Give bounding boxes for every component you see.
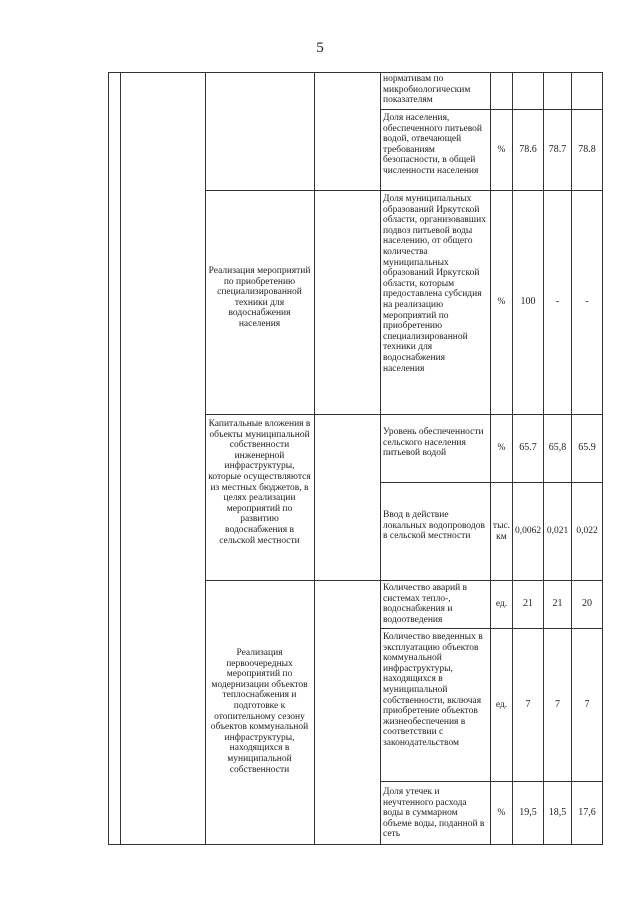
value-cell: 18,5 [548,806,567,818]
value-cell: - [585,296,589,308]
indicator-cell: Количество введенных в эксплуатацию объектов коммунальной инфраструктуры, находящихся в муниципальной собственности, включая приобретение объектов жизнеобеспечения в соответствии с законодательством [383,632,483,748]
task-cell: Реализация первоочередных мероприятий по модернизации объектов теплоснабжения и подготовке к отопительному сезону объектов коммунальной инфраструктуры, находящихся в муниципальной собственности [210,648,309,775]
unit-cell: % [497,144,506,155]
unit-cell: % [497,443,506,454]
value-cell: 65,8 [548,442,567,454]
value-cell: 20 [582,598,592,610]
indicator-cell: Ввод в действие локальных водопроводов в сельской местности [383,510,485,542]
page-number: 5 [316,40,324,56]
table-border-right [602,72,603,844]
task-cell: Реализация мероприятий по приобретению специализированной техники для водоснабжения населения [208,266,311,329]
value-cell: 17,6 [578,806,596,818]
value-cell: 78.7 [548,143,567,155]
table-border-bottom [108,844,603,845]
unit-cell: % [497,297,506,308]
value-cell: 0,022 [576,526,598,537]
table-border-top [108,72,603,73]
value-cell: 21 [523,598,533,610]
indicator-cell: нормативам по микробиологическим показателям [383,74,471,106]
unit-cell: ед. [495,699,508,710]
unit-cell: тыс. км [492,520,511,542]
indicator-cell: Уровень обеспеченности сельского населения питьевой водой [383,427,484,459]
column-divider [380,72,381,844]
value-cell: 78.8 [578,143,596,155]
task-cell: Капитальные вложения в объекты муниципальной собственности инженерной инфраструктуры, которые осуществляются из местных бюджетов, в целях реализации мероприятий по развитию водоснабжения в сельской местности [208,419,311,546]
value-cell: 21 [552,598,563,610]
value-cell: 7 [584,698,590,710]
unit-cell: ед. [495,599,508,610]
value-cell: 19,5 [519,806,537,818]
value-cell: 7 [555,698,560,710]
indicator-cell: Доля муниципальных образований Иркутской области, организовавших подвоз питьевой воды населению, от общего количества муниципальных образований Иркутской области, которым предоставлена субсидия на реализацию мероприятий по приобретению специализированной техники для водоснабжения населения [383,194,486,374]
table-border-left [108,72,109,844]
value-cell: 0,0062 [514,526,542,537]
value-cell: 7 [525,698,531,710]
indicator-cell: Количество аварий в системах тепло-, водоснабжения и водоотведения [383,583,468,625]
value-cell: 78.6 [519,143,537,155]
column-divider [120,72,121,844]
indicator-cell: Доля населения, обеспеченного питьевой водой, отвечающей требованиям безопасности, в общей численности населения [383,113,483,176]
value-cell: 0,021 [546,526,569,537]
column-divider [205,72,206,844]
unit-cell: % [497,807,506,818]
value-cell: - [555,296,560,308]
value-cell: 65.7 [519,442,537,454]
value-cell: 65.9 [578,442,596,454]
column-divider [314,72,315,844]
value-cell: 100 [520,296,536,308]
indicator-cell: Доля утечек и неучтенного расхода воды в суммарном объеме воды, поданной в сеть [383,787,485,840]
